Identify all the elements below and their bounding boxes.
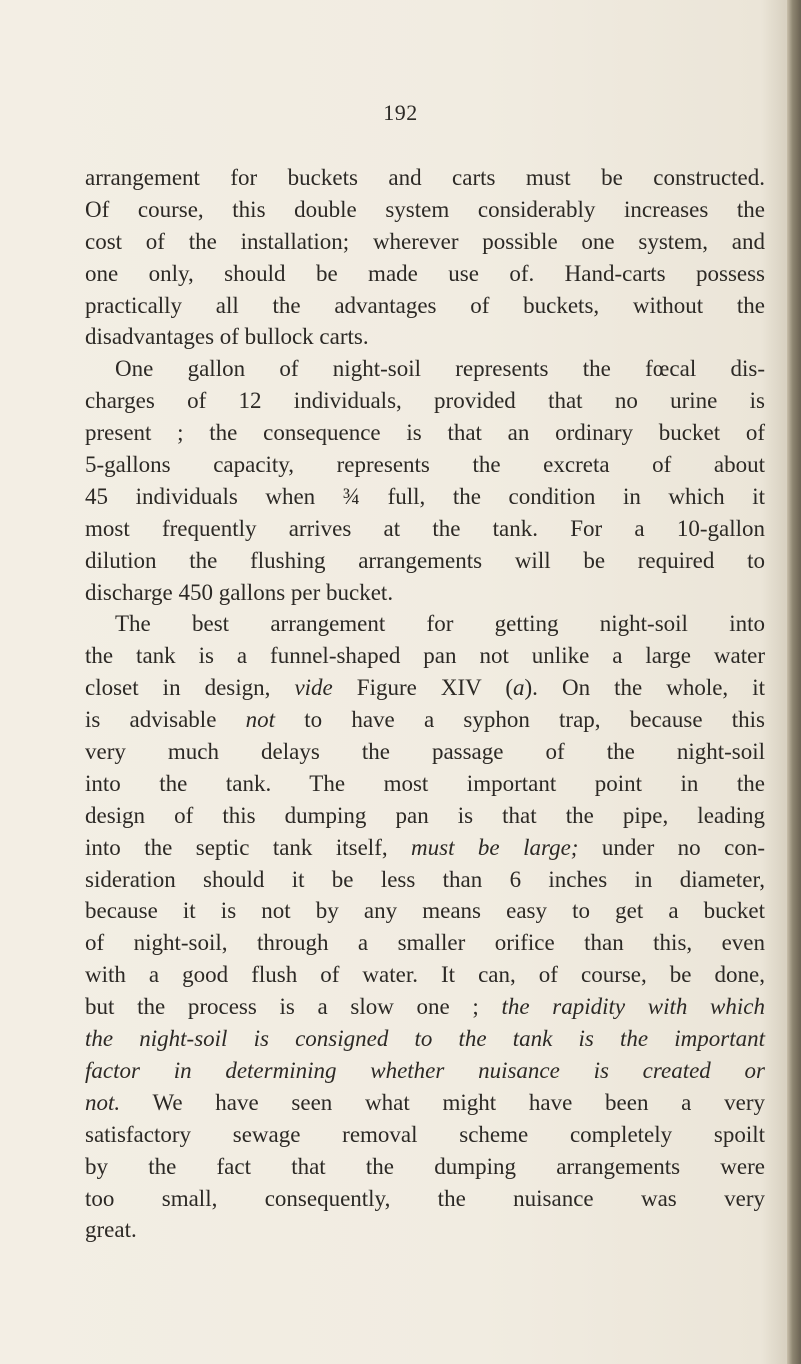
- text-line: [85, 226, 765, 258]
- page-number: 192: [383, 100, 418, 125]
- text-segment: but the process is a slow one ;: [85, 994, 502, 1020]
- italic-text: must be large;: [411, 834, 579, 860]
- text-segment: present ; the consequence is that an ordinary bucket of: [85, 420, 765, 446]
- text-line: [85, 545, 765, 577]
- text-segment: because it is not by any means easy to get a bucket: [85, 898, 765, 924]
- text-segment: to have a syphon trap, because this: [275, 707, 765, 733]
- text-line: [85, 577, 765, 609]
- text-line: [85, 927, 765, 959]
- text-line: [85, 353, 765, 385]
- text-line: [85, 736, 765, 768]
- text-segment: charges of 12 individuals, provided that no urine is: [85, 388, 765, 414]
- text-segment: closet in design,: [85, 675, 295, 701]
- text-line: [85, 162, 765, 194]
- text-line: [85, 385, 765, 417]
- text-line: [85, 704, 765, 736]
- text-segment: great.: [85, 1217, 137, 1243]
- text-segment: cost of the installation; wherever possible one system, and: [85, 228, 765, 254]
- text-segment: design of this dumping pan is that the pipe, leading: [85, 802, 765, 828]
- text-line: [85, 1151, 765, 1183]
- text-line: [85, 1087, 765, 1119]
- text-segment: most frequently arrives at the tank. For a 10-gallon: [85, 515, 765, 541]
- text-line: [85, 640, 765, 672]
- text-line: [85, 959, 765, 991]
- text-segment: Figure XIV (: [332, 675, 514, 701]
- text-segment: satisfactory sewage removal scheme completely spoilt: [85, 1121, 765, 1147]
- text-segment: the tank is a funnel-shaped pan not unlike a large water: [85, 643, 765, 669]
- text-line: [85, 672, 765, 704]
- text-line: [85, 194, 765, 226]
- italic-text: not.: [85, 1089, 121, 1115]
- text-segment: of night-soil, through a smaller orifice than this, even: [85, 930, 765, 956]
- text-line: [85, 800, 765, 832]
- text-segment: discharge 450 gallons per bucket.: [85, 579, 394, 605]
- text-segment: Of course, this double system considerably increases the: [85, 196, 765, 222]
- text-line: [85, 864, 765, 896]
- italic-text: the rapidity with which: [501, 994, 765, 1020]
- text-segment: One gallon of night-soil represents the fœcal dis-: [115, 356, 765, 382]
- body-text: [85, 162, 765, 1246]
- text-line: [85, 417, 765, 449]
- italic-text: a: [513, 675, 525, 701]
- text-segment: very much delays the passage of the night-soil: [85, 739, 765, 765]
- text-line: [85, 1214, 765, 1246]
- italic-text: factor in determining whether nuisance is created or: [85, 1057, 765, 1083]
- text-line: [85, 991, 765, 1023]
- text-segment: sideration should it be less than 6 inches in diameter,: [85, 866, 765, 892]
- text-segment: under no con-: [578, 834, 765, 860]
- text-line: [85, 321, 765, 353]
- text-line: [85, 895, 765, 927]
- text-segment: dilution the flushing arrangements will be required to: [85, 547, 765, 573]
- page-edge: [787, 0, 801, 1364]
- text-segment: arrangement for buckets and carts must be constructed.: [85, 165, 765, 190]
- text-line: [85, 449, 765, 481]
- text-segment: by the fact that the dumping arrangements were: [85, 1153, 765, 1179]
- text-line: [85, 481, 765, 513]
- text-line: [85, 768, 765, 800]
- text-line: [85, 1023, 765, 1055]
- text-segment: disadvantages of bullock carts.: [85, 324, 369, 350]
- text-line: [85, 608, 765, 640]
- text-segment: 5-gallons capacity, represents the excreta of about: [85, 452, 765, 478]
- italic-text: the night-soil is consigned to the tank is the important: [85, 1026, 765, 1052]
- text-segment: one only, should be made use of. Hand-carts possess: [85, 260, 765, 286]
- text-segment: The best arrangement for getting night-soil into: [115, 611, 765, 637]
- italic-text: vide: [294, 675, 333, 701]
- text-line: [85, 290, 765, 322]
- text-line: [85, 1119, 765, 1151]
- text-line: [85, 1183, 765, 1215]
- text-segment: ). On the whole, it: [524, 675, 765, 701]
- italic-text: not: [245, 707, 276, 733]
- text-segment: into the septic tank itself,: [85, 834, 412, 860]
- text-line: [85, 1055, 765, 1087]
- text-segment: 45 individuals when ¾ full, the condition in which it: [85, 483, 765, 509]
- text-segment: is advisable: [85, 707, 246, 733]
- text-line: [85, 513, 765, 545]
- text-segment: too small, consequently, the nuisance was very: [85, 1185, 765, 1211]
- text-line: [85, 258, 765, 290]
- text-line: [85, 832, 765, 864]
- text-segment: We have seen what might have been a very: [120, 1089, 765, 1115]
- text-segment: with a good flush of water. It can, of course, be done,: [85, 962, 765, 988]
- text-segment: into the tank. The most important point in the: [85, 770, 765, 796]
- text-segment: practically all the advantages of buckets, without the: [85, 292, 765, 318]
